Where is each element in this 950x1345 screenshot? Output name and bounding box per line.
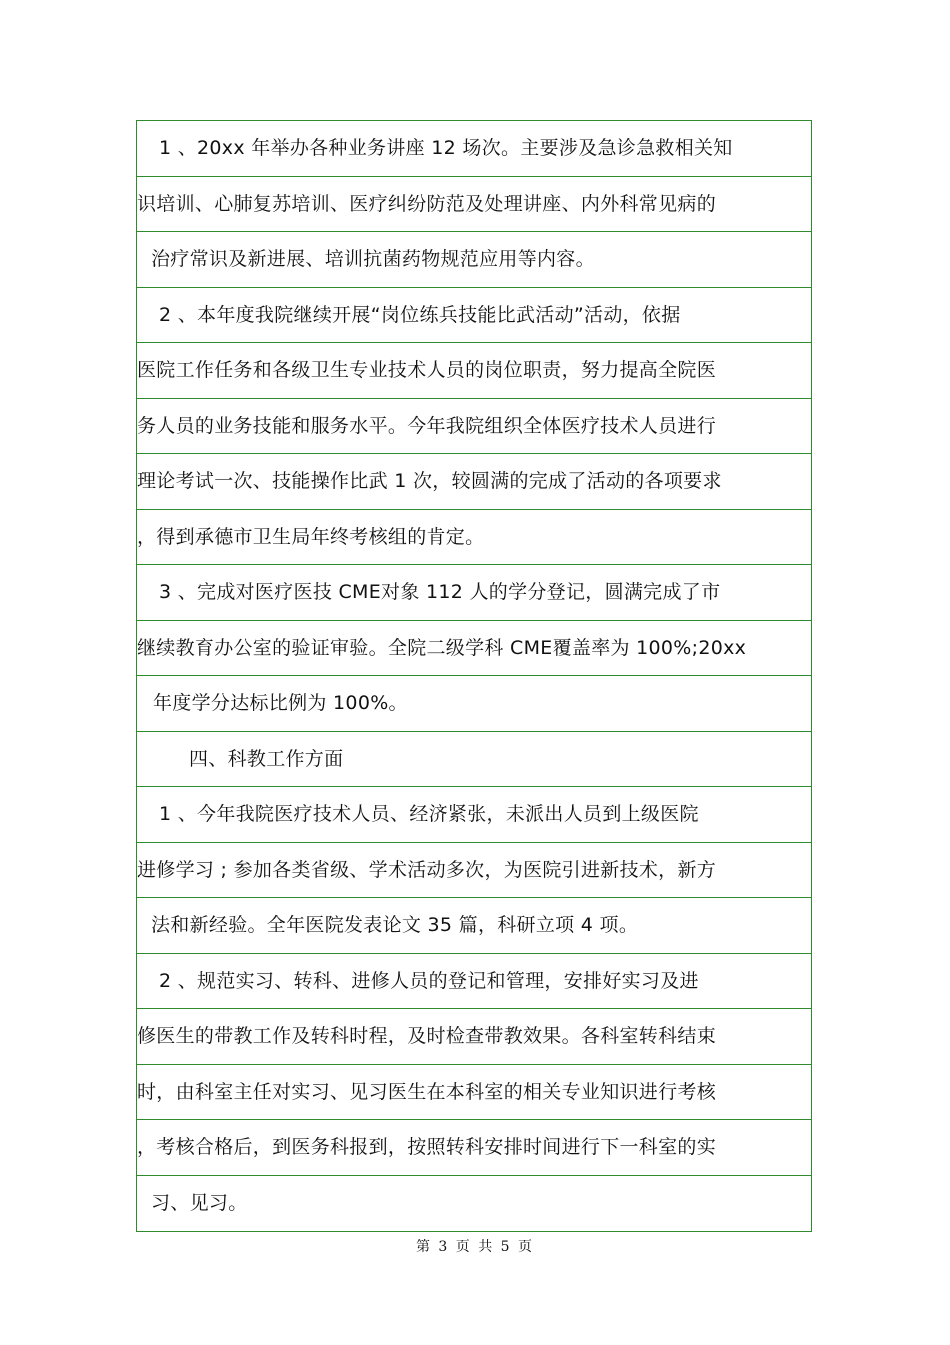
text-line-19 (137, 1120, 811, 1176)
section-heading (137, 732, 811, 788)
text-line-18 (137, 1065, 811, 1121)
line-text: 四、科教工作方面 (189, 747, 344, 770)
text-line-4 (137, 288, 811, 344)
text-line-13 (137, 787, 811, 843)
text-line-3 (137, 232, 811, 288)
line-text: 年度学分达标比例为 100%。 (153, 692, 408, 714)
line-text: 2 、本年度我院继续开展“岗位练兵技能比武活动”活动，依据 (159, 303, 681, 326)
text-line-15 (137, 898, 811, 954)
text-line-8 (137, 510, 811, 566)
text-line-9 (137, 565, 811, 621)
text-line-20 (137, 1176, 811, 1232)
line-text: 继续教育办公室的验证审验。全院二级学科 CME覆盖率为 100%;20xx (137, 636, 747, 659)
page-number: 第 3 页 共 5 页 (415, 1239, 535, 1255)
line-text: 2 、规范实习、转科、进修人员的登记和管理，安排好实习及进 (159, 969, 699, 992)
text-line-10 (137, 621, 811, 677)
line-text: 理论考试一次、技能操作比武 1 次，较圆满的完成了活动的各项要求 (137, 470, 722, 492)
text-line-7 (137, 454, 811, 510)
line-text: 时，由科室主任对实习、见习医生在本科室的相关专业知识进行考核 (137, 1080, 717, 1103)
text-line-11 (137, 676, 811, 732)
line-text: 治疗常识及新进展、培训抗菌药物规范应用等内容。 (151, 248, 595, 270)
line-text: 医院工作任务和各级卫生专业技术人员的岗位职责，努力提高全院医 (137, 359, 717, 381)
line-text: ，得到承德市卫生局年终考核组的肯定。 (137, 525, 485, 548)
line-text: 1 、20xx 年举办各种业务讲座 12 场次。主要涉及急诊急救相关知 (159, 137, 733, 159)
text-line-1 (137, 121, 811, 177)
line-text: 法和新经验。全年医院发表论文 35 篇，科研立项 4 项。 (151, 914, 639, 936)
line-text: 修医生的带教工作及转科时程，及时检查带教效果。各科室转科结束 (137, 1025, 717, 1047)
line-text: 1 、今年我院医疗技术人员、经济紧张，未派出人员到上级医院 (159, 803, 699, 825)
line-text: 习、见习。 (151, 1191, 248, 1214)
line-text: 务人员的业务技能和服务水平。今年我院组织全体医疗技术人员进行 (137, 414, 717, 437)
line-text: 3 、完成对医疗医技 CME对象 112 人的学分登记，圆满完成了市 (159, 581, 721, 603)
text-line-5 (137, 343, 811, 399)
line-text: 识培训、心肺复苏培训、医疗纠纷防范及处理讲座、内外科常见病的 (137, 192, 717, 215)
line-text: 进修学习 ; 参加各类省级、学术活动多次，为医院引进新技术，新方 (137, 858, 717, 881)
text-table (136, 120, 812, 1232)
text-line-6 (137, 399, 811, 455)
text-line-16 (137, 954, 811, 1010)
line-text: ，考核合格后，到医务科报到，按照转科安排时间进行下一科室的实 (137, 1136, 717, 1158)
text-line-14 (137, 843, 811, 899)
text-line-17 (137, 1009, 811, 1065)
text-line-2 (137, 177, 811, 233)
